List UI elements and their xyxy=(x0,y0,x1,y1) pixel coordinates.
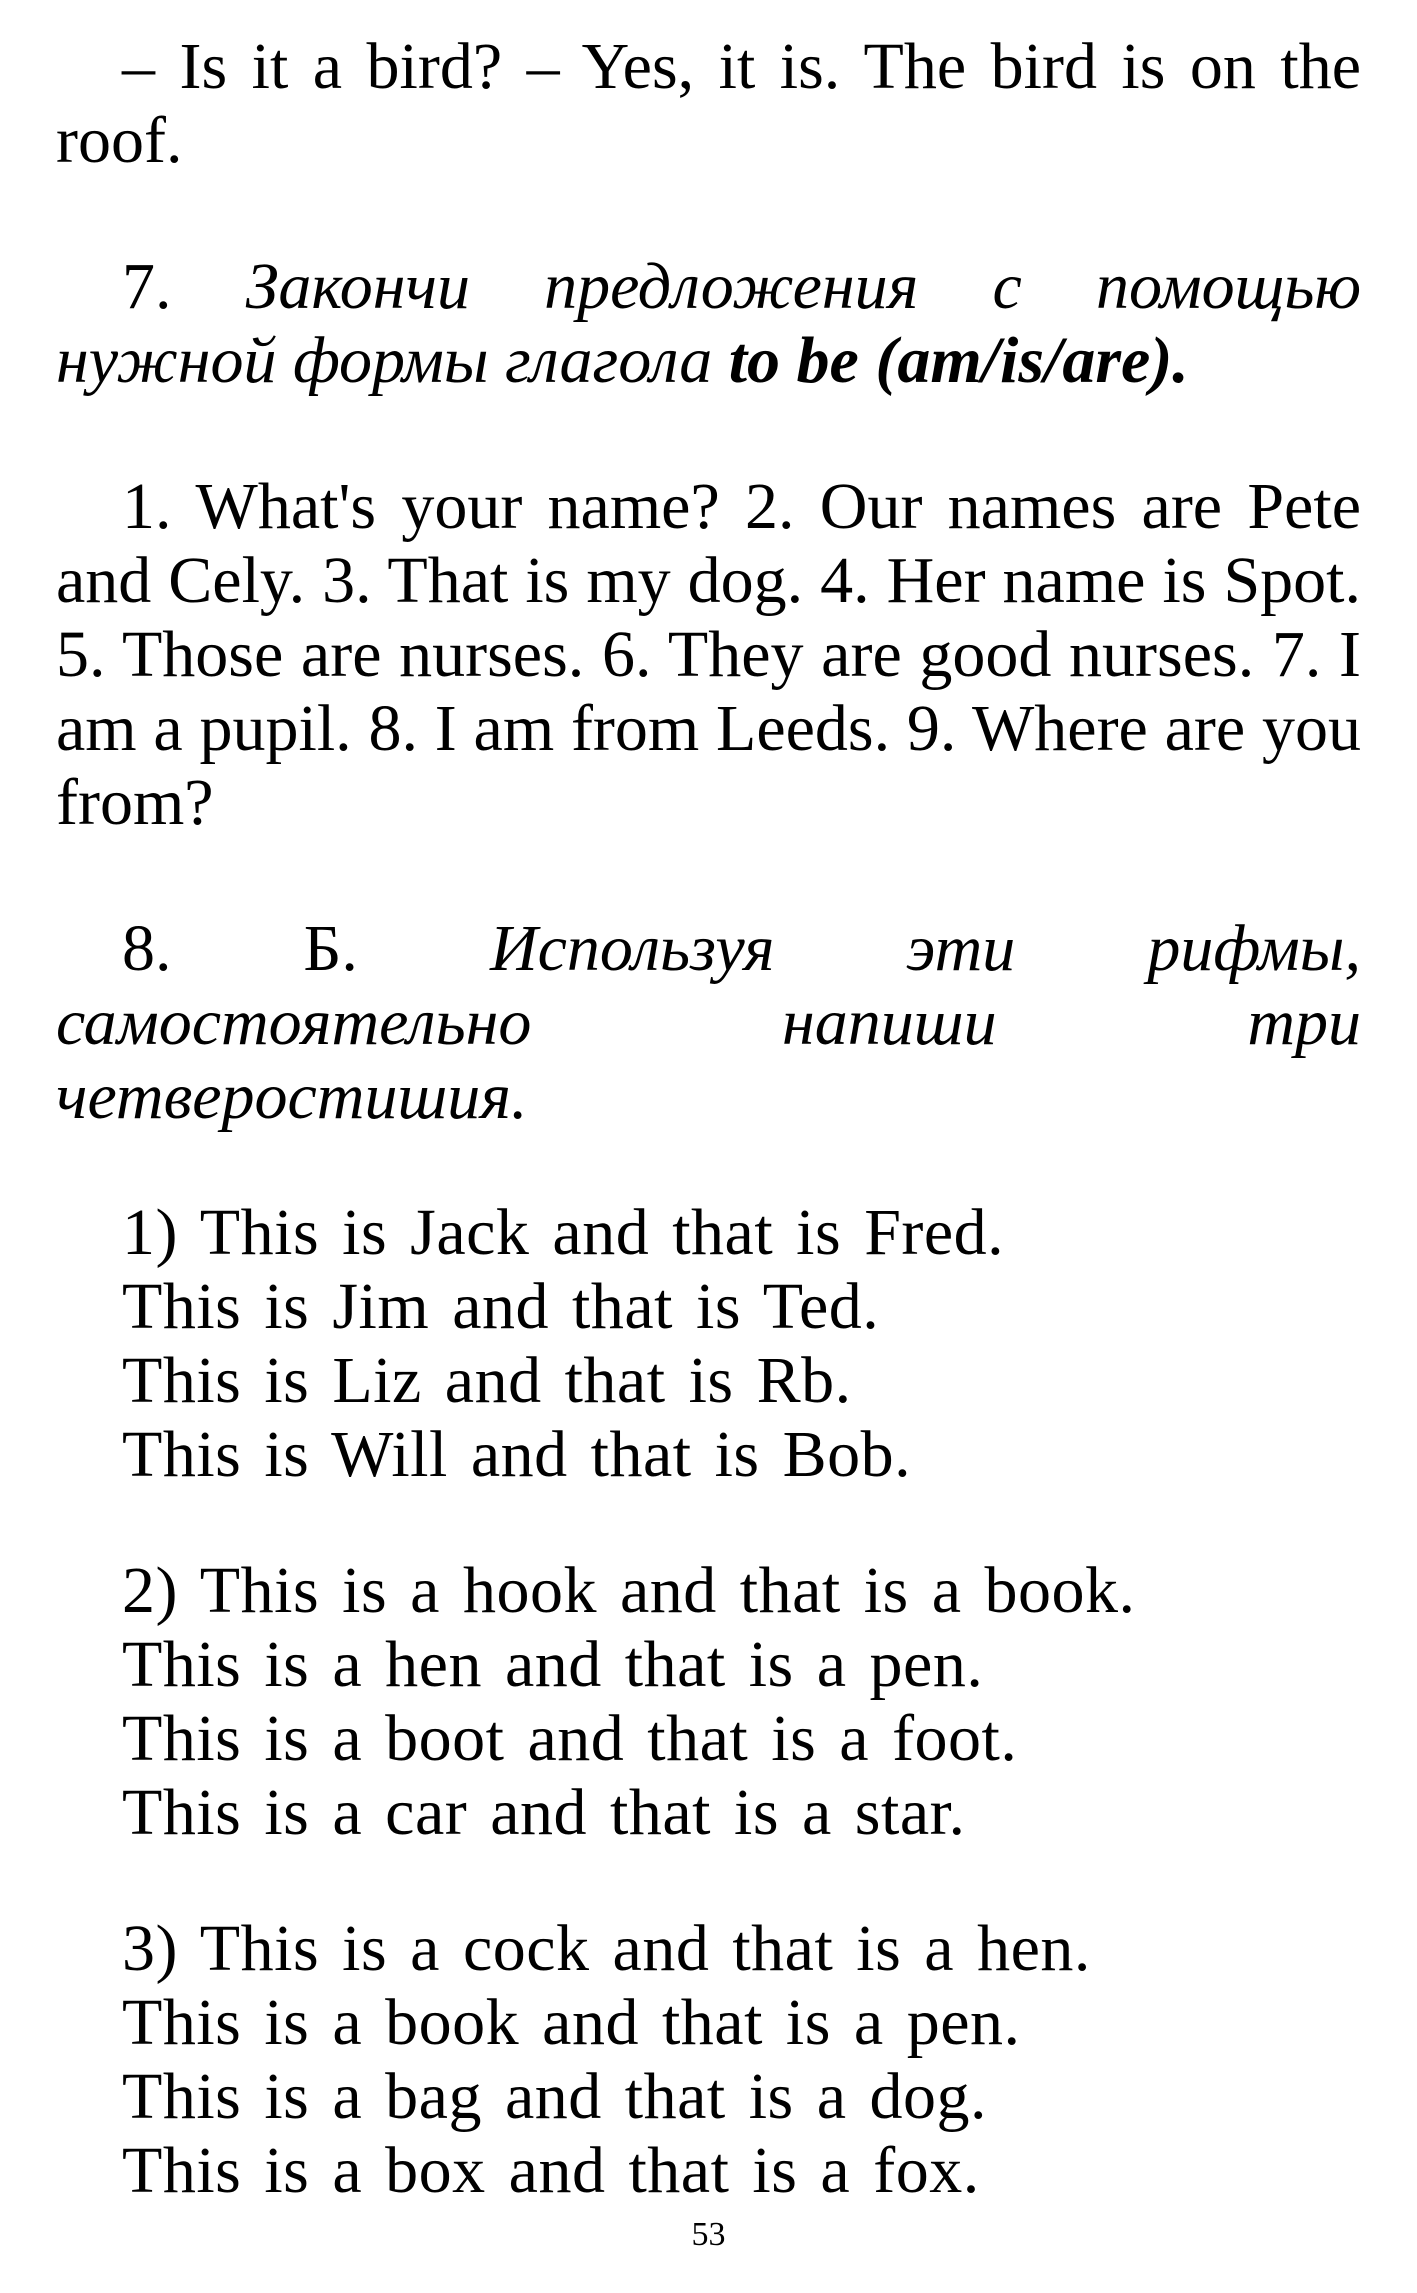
task-8-instruction: Используя эти рифмы, самостоятельно напиши три четверостишия. xyxy=(56,912,1361,1133)
page-number: 53 xyxy=(691,2216,726,2253)
poem-3 xyxy=(122,1912,1361,2208)
poem-line: This is a car and that is a star. xyxy=(122,1776,966,1849)
poem-1 xyxy=(122,1196,1361,1492)
task-8-number: 8. Б. xyxy=(122,912,490,985)
task-7-answer: 1. What's your name? 2. Our names are Pete and Cely. 3. That is my dog. 4. Her name is Spot. 5. Those are nurses. 6. They are good nurses. 7. I am a pupil. 8. I am from Leeds. 9. Where are you from? xyxy=(56,470,1361,839)
poem-2 xyxy=(122,1554,1361,1850)
poem-line: This is Jim and that is Ted. xyxy=(122,1270,880,1343)
poem-line: This is a bag and that is a dog. xyxy=(122,2060,988,2133)
poem-line: This is a book and that is a pen. xyxy=(122,1986,1021,2059)
poem-line: This is a hen and that is a pen. xyxy=(122,1628,984,1701)
task-7-instruction: Закончи предложения с помощью нужной формы глагола xyxy=(56,250,1361,397)
poem-line: This is a box and that is a fox. xyxy=(122,2134,980,2207)
poem-line: This is Will and that is Bob. xyxy=(122,1418,912,1491)
poem-line: This is a boot and that is a foot. xyxy=(122,1702,1018,1775)
task-7-verb-forms: to be (am/is/are). xyxy=(728,324,1189,397)
page-content xyxy=(56,30,1361,2208)
task-8-heading xyxy=(56,912,1361,1134)
poem-line: 3) This is a cock and that is a hen. xyxy=(122,1912,1091,1985)
task-7-heading xyxy=(56,250,1361,398)
task-7-number: 7. xyxy=(122,250,246,323)
poem-line: 2) This is a hook and that is a book. xyxy=(122,1554,1136,1627)
poem-line: 1) This is Jack and that is Fred. xyxy=(122,1196,1005,1269)
poem-line: This is Liz and that is Rb. xyxy=(122,1344,852,1417)
intro-dialogue: – Is it a bird? – Yes, it is. The bird is on the roof. xyxy=(56,30,1361,177)
